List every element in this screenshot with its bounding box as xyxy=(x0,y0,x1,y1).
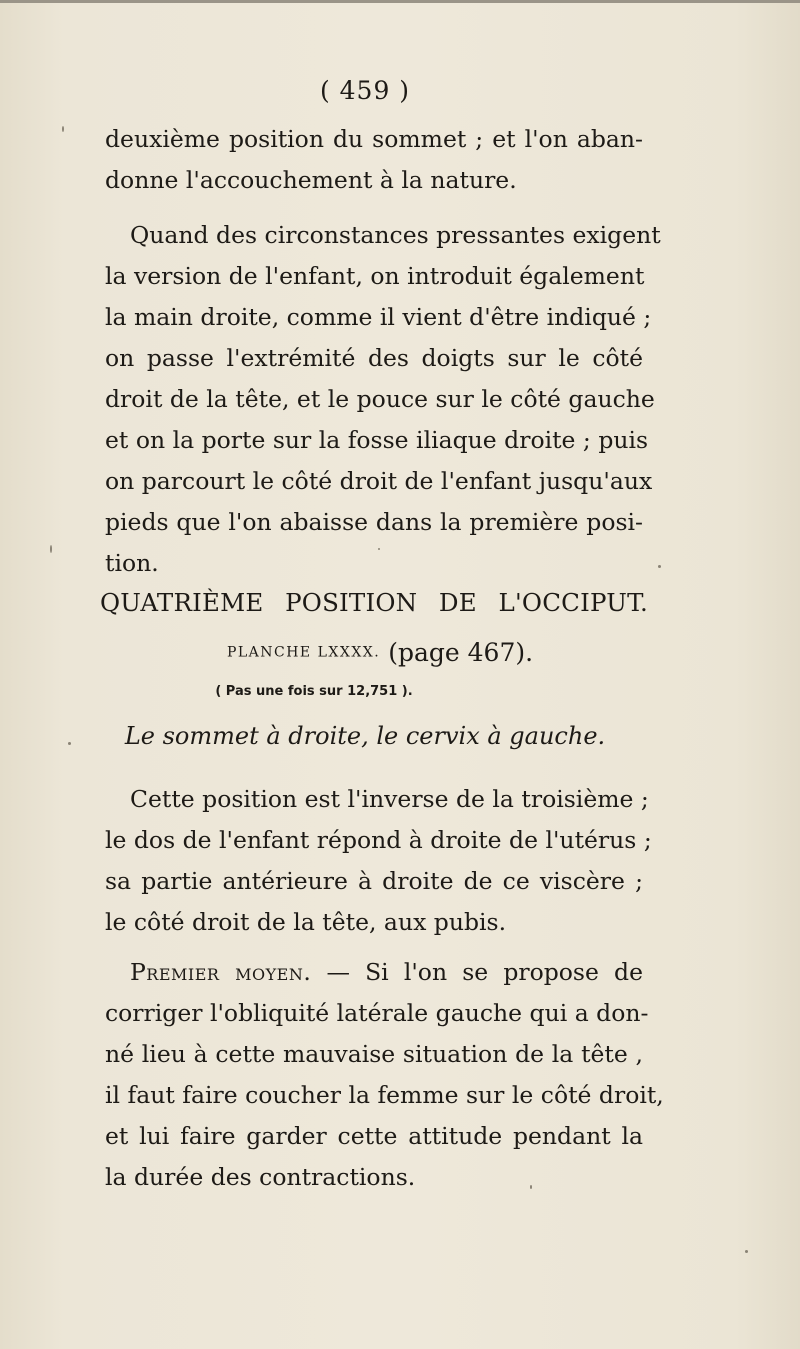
text-line: on passe l'extrémité des doigts sur le côté xyxy=(105,344,643,372)
text-line: Quand des circonstances pressantes exigent xyxy=(130,221,661,249)
text-line: le dos de l'enfant répond à droite de l'utérus ; xyxy=(105,826,652,854)
text-line: corriger l'obliquité latérale gauche qui a don- xyxy=(105,999,649,1027)
text-line: la durée des contractions. xyxy=(105,1163,416,1191)
section-heading: QUATRIÈME POSITION DE L'OCCIPUT. xyxy=(100,588,648,617)
plate-label: PLANCHE LXXXX. xyxy=(226,644,381,661)
text-line: sa partie antérieure à droite de ce viscère ; xyxy=(105,867,643,895)
text-line: tion. xyxy=(105,549,159,577)
text-line: le côté droit de la tête, aux pubis. xyxy=(105,908,507,936)
text-line: on parcourt le côté droit de l'enfant jusqu'aux xyxy=(105,467,653,495)
text-fragment: — Si l'on se propose de xyxy=(326,958,643,986)
text-line: et lui faire garder cette attitude pendant la xyxy=(105,1122,643,1150)
text-line: pieds que l'on abaisse dans la première posi- xyxy=(105,508,643,536)
text-line: deuxième position du sommet ; et l'on aban- xyxy=(105,125,643,153)
plate-page-ref: (page 467). xyxy=(388,638,534,667)
text-line: droit de la tête, et le pouce sur le côté gauche xyxy=(105,385,655,413)
page-number: ( 459 ) xyxy=(319,76,411,105)
text-line: il faut faire coucher la femme sur le côté droit, xyxy=(105,1081,664,1109)
text-line: et on la porte sur la fosse iliaque droite ; puis xyxy=(105,426,649,454)
premier-moyen-label: Premier moyen. xyxy=(130,958,312,986)
text-line: la main droite, comme il vient d'être indiqué ; xyxy=(105,303,652,331)
text-line xyxy=(130,958,643,986)
text-line: né lieu à cette mauvaise situation de la tête , xyxy=(105,1040,643,1068)
page-top-edge xyxy=(0,0,800,3)
text-line: Cette position est l'inverse de la troisième ; xyxy=(130,785,649,813)
position-subtitle: Le sommet à droite, le cervix à gauche. xyxy=(124,722,606,750)
frequency-note: ( Pas une fois sur 12,751 ). xyxy=(215,684,413,699)
plate-reference xyxy=(0,638,760,667)
text-line: donne l'accouchement à la nature. xyxy=(105,166,517,194)
text-line: la version de l'enfant, on introduit également xyxy=(105,262,645,290)
